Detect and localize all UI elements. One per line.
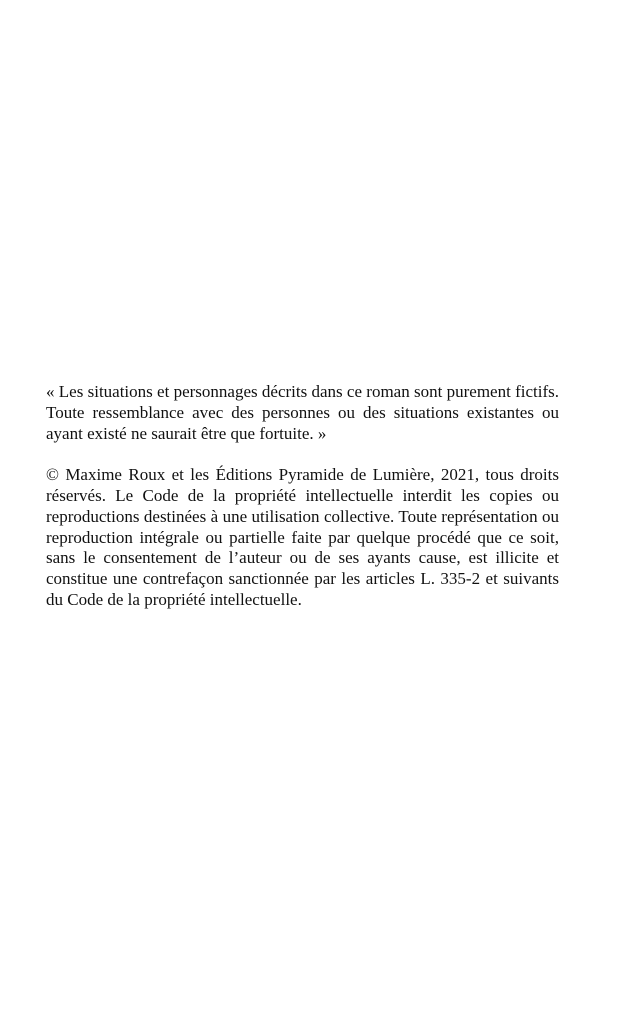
- copyright-notice: © Maxime Roux et les Éditions Pyramide de Lumière, 2021, tous droits réservés. Le Code de la propriété intellectuelle interdit les copies ou reproductions destinées à une utilisation collective. Toute représentation ou reproduction intégrale ou partielle faite par quelque procédé que ce soit, sans le consentement de l’auteur ou de ses ayants cause, est illicite et constitue une contrefaçon sanctionnée par les articles L. 335-2 et suivants du Code de la propriété intellectuelle.: [46, 465, 559, 609]
- legal-notice: [46, 382, 559, 611]
- fiction-disclaimer: « Les situations et personnages décrits dans ce roman sont purement fictifs. Toute ressemblance avec des personnes ou des situations existantes ou ayant existé ne saurait être que fortuite. »: [46, 382, 559, 443]
